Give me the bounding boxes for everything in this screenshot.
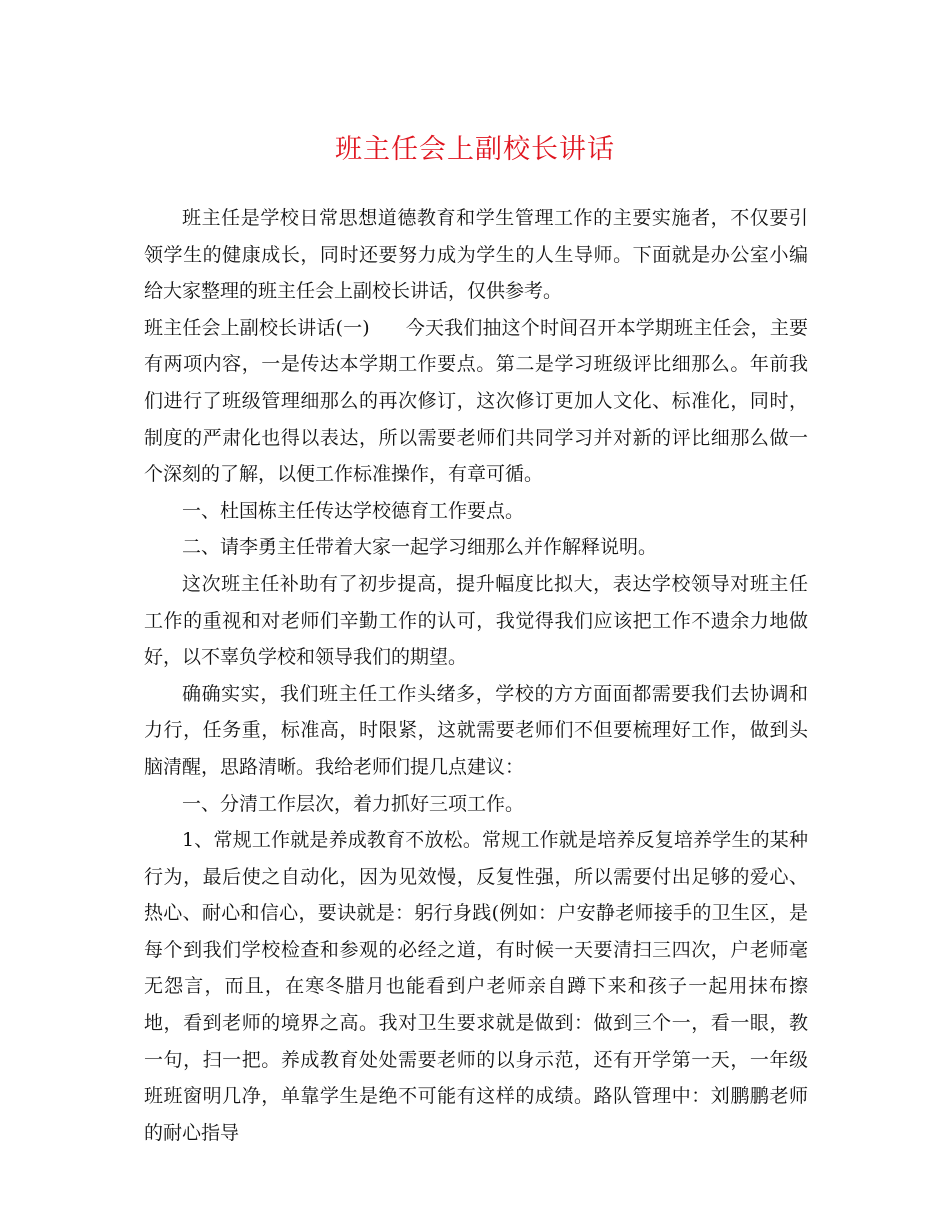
- paragraph-workload: 确确实实，我们班主任工作头绪多，学校的方方面面都需要我们去协调和力行，任务重，标准高，时限紧，这就需要老师们不但要梳理好工作，做到头脑清醒，思路清晰。我给老师们提几点建议：: [144, 682, 808, 778]
- document-title: 班主任会上副校长讲话: [335, 134, 615, 165]
- section-paragraph: [144, 310, 808, 493]
- section-heading: 班主任会上副校长讲话(一): [144, 316, 370, 339]
- section-paragraph-text: 今天我们抽这个时间召开本学期班主任会，主要有两项内容，一是传达本学期工作要点。第二是学习班级评比细那么。年前我们进行了班级管理细那么的再次修订，这次修订更加人文化、标准化，同时，制度的严肃化也得以表达，所以需要老师们共同学习并对新的评比细那么做一个深刻的了解，以便工作标准操作，有章可循。: [144, 316, 808, 486]
- paragraph-item-2: 二、请李勇主任带着大家一起学习细那么并作解释说明。: [182, 536, 658, 559]
- document-body: [144, 200, 808, 1151]
- intro-paragraph: 班主任是学校日常思想道德教育和学生管理工作的主要实施者，不仅要引领学生的健康成长，同时还要努力成为学生的人生导师。下面就是办公室小编给大家整理的班主任会上副校长讲话，仅供参考。: [144, 207, 808, 303]
- paragraph-subsidy: 这次班主任补助有了初步提高，提升幅度比拟大，表达学校领导对班主任工作的重视和对老师们辛勤工作的认可，我觉得我们应该把工作不遗余力地做好，以不辜负学校和领导我们的期望。: [144, 572, 808, 669]
- paragraph-suggestion-1: 一、分清工作层次，着力抓好三项工作。: [182, 792, 525, 815]
- paragraph-item-1: 一、杜国栋主任传达学校德育工作要点。: [182, 499, 525, 522]
- paragraph-routine-work: 1、常规工作就是养成教育不放松。常规工作就是培养反复培养学生的某种行为，最后使之自动化，因为见效慢，反复性强，所以需要付出足够的爱心、热心、耐心和信心，要诀就是：躬行身践(例如：户安静老师接手的卫生区，是每个到我们学校检查和参观的必经之道，有时候一天要清扫三四次，户老师毫无怨言，而且，在寒冬腊月也能看到户老师亲自蹲下来和孩子一起用抹布擦地，看到老师的境界之高。我对卫生要求就是做到：做到三个一，看一眼，教一句，扫一把。养成教育处处需要老师的以身示范，还有开学第一天，一年级班班窗明几净，单靠学生是绝不可能有这样的成绩。路队管理中：刘鹏鹏老师的耐心指导: [144, 829, 808, 1144]
